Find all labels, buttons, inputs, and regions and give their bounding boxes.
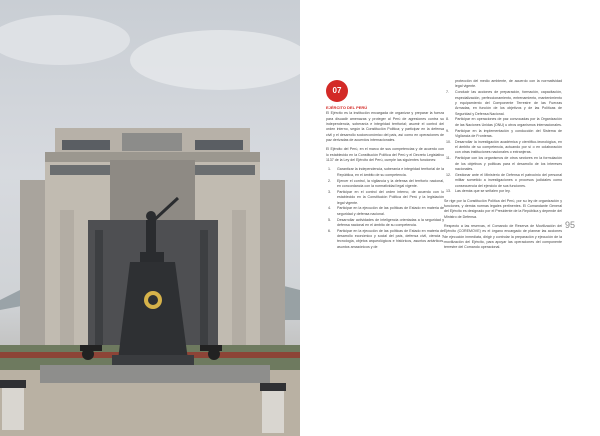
list-item [444,129,562,140]
list-text: Gestionar ante el Ministerio de Defensa el patrocinio del personal militar sometido a investigaciones o procesos judiciales como consecuencia del ejercicio de sus funciones. [455,172,562,188]
list-item-continued [444,79,562,90]
list-text: Desarrollar la investigación académica y científico-tecnológica, en el ámbito de su competencia, actuando por sí o en colaboración con otras instituciones nacionales o extranjeras. [455,139,562,155]
list-item [444,173,562,189]
list-item [326,190,444,206]
list-text: Participar en la ejecución de las políticas de Estado en materia de desarrollo económico y social del país, defensa civil, ciencia y tecnología, objetos arqueológicos e históricos, asuntos antárticos, asuntos amazónicos y de [337,228,444,249]
list-item [444,189,562,194]
list-item [326,179,444,190]
list-text: protección del medio ambiente, de acuerdo con la normatividad legal vigente. [455,79,562,89]
list-number: 8. [446,117,449,122]
reserves-paragraph: Respecto a las reservas, el Comando de Reserva de Movilización del Ejército (COREMOVE) es el órgano encargado de planear las acciones de ejecución inmediata, dirigir y controlar la preparación y ejecución de la movilización del Ejército, para apoyar las operaciones del componente terrestre del Comando operacional. [444,224,562,250]
list-number: 4. [328,206,331,211]
right-column [444,79,562,255]
list-text: Participar en la ejecución de las políticas de Estado en materia de seguridad y defensa nacional. [337,206,444,216]
functions-list-left [326,167,444,250]
list-item [326,218,444,229]
list-number: 2. [328,178,331,183]
section-heading: EJÉRCITO DEL PERÚ [326,105,368,110]
list-number: 13. [446,189,451,194]
list-number: 6. [328,228,331,233]
list-number: 10. [446,139,451,144]
list-item [326,167,444,178]
list-item [444,117,562,128]
list-item [444,140,562,156]
list-text: Conducir las acciones de preparación, formación, capacitación, especialización, perfeccionamiento, entrenamiento, mantenimiento y equipamiento del Componente Terrestre de las Fuerzas Armadas, en función de los objetivos y de las Políticas de Seguridad y Defensa Nacional. [455,90,562,116]
list-text: Participar en el control del orden interno, de acuerdo con lo establecido en la Constitución Política del Perú y la legislación legal vigente. [337,189,444,205]
list-item [444,156,562,172]
page-number: 95 [565,220,576,230]
list-number: 1. [328,167,331,172]
list-text: Participar con los organismos de otros sectores en la formulación de los objetivos y políticas para el desarrollo de los intereses nacionales. [455,156,562,171]
list-number: 12. [446,172,451,177]
text-page [300,0,600,436]
list-text: Garantizar la independencia, soberanía e integridad territorial de la República, en el ámbito de su competencia. [337,167,444,177]
list-number: 3. [328,189,331,194]
list-text: Ejercer el control, la vigilancia y la defensa del territorio nacional, en concordancia con la normatividad legal vigente. [337,178,444,188]
list-item [326,206,444,217]
list-number: 9. [446,128,449,133]
list-number: 5. [328,217,331,222]
list-text: Participar en operaciones de paz convocadas por la Organización de las Naciones Unidas (ONU) u otros organismos internacionales. [455,117,562,127]
chapter-badge: 07 [326,80,348,102]
list-number: 11. [446,156,451,161]
functions-list-right [444,79,562,195]
functions-paragraph: El Ejército del Perú, en el marco de sus competencias y de acuerdo con lo establecido en la Constitución Política del Perú y el Decreto Legislativo 1137 de la Ley del Ejército del Perú, cumple las siguientes funciones: [326,147,444,163]
intro-paragraph: El Ejército es la institución encargada de organizar y preparar la fuerza para disuadir amenazas y proteger al Perú de agresiones contra su independencia, soberanía e integridad territorial; asumir el control del orden interno, según la Constitución Política; y participar en la defensa civil y el desarrollo socioeconómico del país, así como en operaciones de paz derivadas de acuerdos internacionales. [326,111,444,143]
governance-paragraph: Se rige por la Constitución Política del Perú, por su ley de organización y funciones, y demás normas legales pertinentes. El Comandante General del Ejército es designado por el Presidente de la República y depende del Ministro de Defensa. [444,198,562,219]
list-number: 7. [446,90,449,95]
list-item [326,229,444,250]
list-text: Desarrollar actividades de inteligencia orientadas a la seguridad y defensa nacional en el ámbito de su competencia. [337,217,444,227]
left-column [326,105,444,251]
list-text: Participar en la implementación y conducción del Sistema de Vigilancia de Fronteras. [455,128,562,138]
list-text: Las demás que se señalen por ley. [455,189,511,194]
list-item [444,90,562,117]
